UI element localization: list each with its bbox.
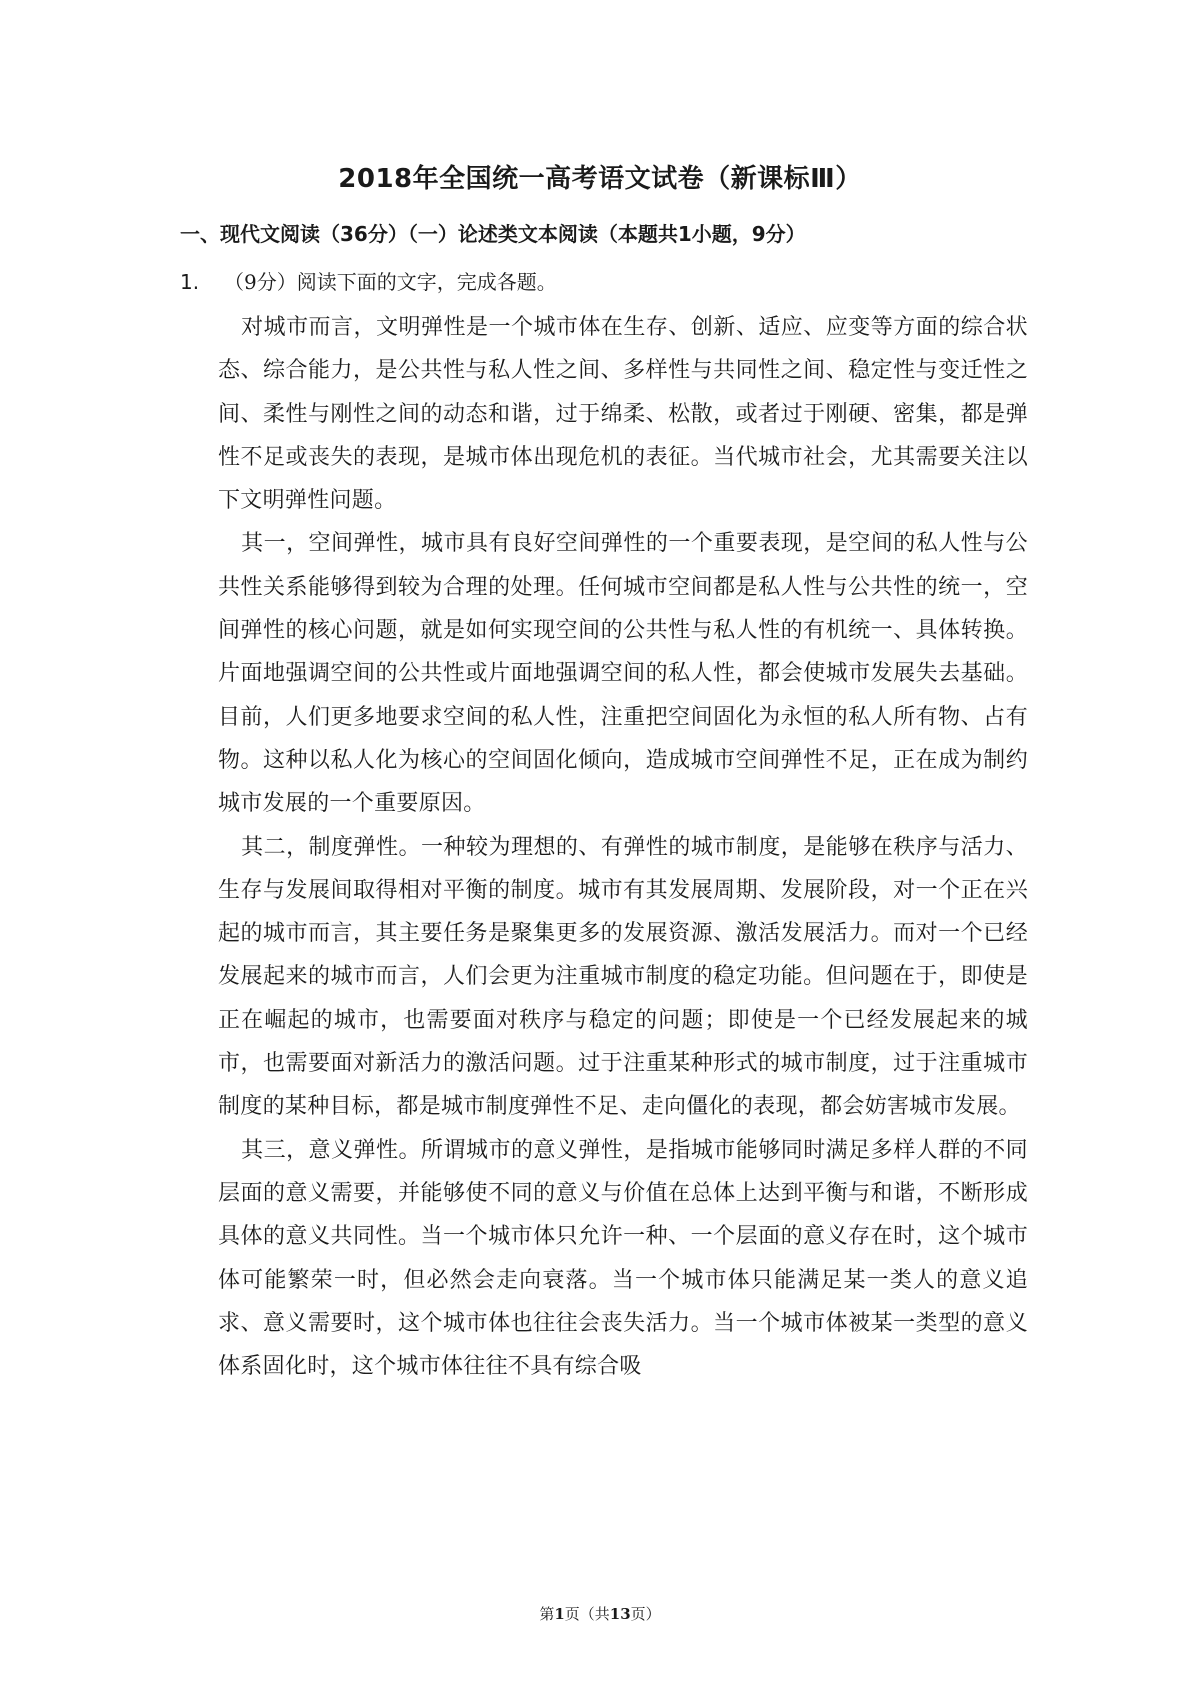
paragraph: 其一，空间弹性，城市具有良好空间弹性的一个重要表现，是空间的私人性与公共性关系能够得到较为合理的处理。任何城市空间都是私人性与公共性的统一，空间弹性的核心问题，就是如何实现空间的公共性与私人性的有机统一、具体转换。片面地强调空间的公共性或片面地强调空间的私人性，都会使城市发展失去基础。目前，人们更多地要求空间的私人性，注重把空间固化为永恒的私人所有物、占有物。这种以私人化为核心的空间固化倾向，造成城市空间弹性不足，正在成为制约城市发展的一个重要原因。 xyxy=(218,531,1028,817)
section-heading: 一、现代文阅读（36分）（一）论述类文本阅读（本题共1小题，9分） xyxy=(180,222,806,246)
paragraph: 其二，制度弹性。一种较为理想的、有弹性的城市制度，是能够在秩序与活力、生存与发展间取得相对平衡的制度。城市有其发展周期、发展阶段，对一个正在兴起的城市而言，其主要任务是聚集更多的发展资源、激活发展活力。而对一个已经发展起来的城市而言，人们会更为注重城市制度的稳定功能。但问题在于，即使是正在崛起的城市，也需要面对秩序与稳定的问题；即使是一个已经发展起来的城市，也需要面对新活力的激活问题。过于注重某种形式的城市制度，过于注重城市制度的某种目标，都是城市制度弹性不足、走向僵化的表现，都会妨害城市发展。 xyxy=(218,834,1028,1120)
paragraph: 其三，意义弹性。所谓城市的意义弹性，是指城市能够同时满足多样人群的不同层面的意义需要，并能够使不同的意义与价值在总体上达到平衡与和谐，不断形成具体的意义共同性。当一个城市体只允许一种、一个层面的意义存在时，这个城市体可能繁荣一时，但必然会走向衰落。当一个城市体只能满足某一类人的意义追求、意义需要时，这个城市体也往往会丧失活力。当一个城市体被某一类型的意义体系固化时，这个城市体往往不具有综合吸 xyxy=(218,1137,1028,1380)
page-footer xyxy=(0,1603,1200,1624)
page-title: 2018年全国统一高考语文试卷（新课标Ⅲ） xyxy=(338,164,862,194)
footer-suffix: 页） xyxy=(630,1605,661,1623)
question-number: 1. xyxy=(180,270,200,294)
footer-page-number: 1 xyxy=(554,1605,565,1623)
question-text: （9分）阅读下面的文字，完成各题。 xyxy=(224,270,557,294)
question-prompt xyxy=(180,266,1080,295)
reading-passage xyxy=(218,306,1028,1388)
footer-prefix: 第 xyxy=(539,1605,555,1623)
paragraph: 对城市而言，文明弹性是一个城市体在生存、创新、适应、应变等方面的综合状态、综合能力，是公共性与私人性之间、多样性与共同性之间、稳定性与变迁性之间、柔性与刚性之间的动态和谐，过于绵柔、松散，或者过于刚硬、密集，都是弹性不足或丧失的表现，是城市体出现危机的表征。当代城市社会，尤其需要关注以下文明弹性问题。 xyxy=(218,315,1028,514)
footer-middle: 页（共 xyxy=(564,1605,610,1623)
footer-total-pages: 13 xyxy=(609,1605,631,1623)
